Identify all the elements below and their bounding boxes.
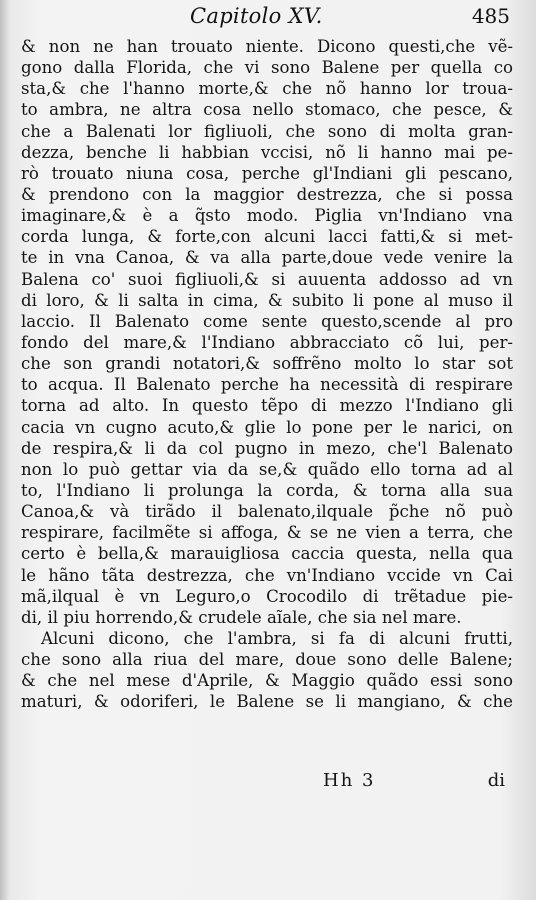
text-line: & non ne han trouato niente. Dicono questi,che vẽ-	[21, 37, 513, 56]
text-line: de respira,& li da col pugno in mezo, che'l Balenato	[21, 438, 513, 458]
text-line: imaginare,& è a q̃sto modo. Piglia vn'Indiano vna	[21, 206, 513, 226]
text-line: Canoa,& và tirãdo il balenato,ilquale p̃che nõ può	[21, 502, 513, 522]
text-line: to acqua. Il Balenato perche ha necessità di respirare	[21, 375, 513, 395]
text-line: maturi, & odoriferi, le Balene se li mangiano, & che	[21, 692, 513, 712]
text-line: di, il piu horrendo,& crudele aĩale, che sia nel mare.	[21, 607, 462, 627]
text-line: dezza, benche li habbian vccisi, nõ li hanno mai pe-	[21, 142, 513, 162]
text-line: che sono alla riua del mare, doue sono delle Balene;	[21, 650, 513, 670]
signature-mark: Hh 3	[323, 770, 376, 791]
text-line: certo è bella,& marauigliosa caccia questa, nella qua	[21, 544, 513, 564]
text-line: to ambra, ne altra cosa nello stomaco, che pesce, &	[21, 100, 513, 120]
text-line: Balena co' suoi figliuoli,& si auuenta addosso ad vn	[21, 269, 513, 289]
text-line: respirare, facilmẽte si affoga, & se ne vien a terra, che	[21, 523, 513, 543]
text-line: torna ad alto. In questo tẽpo di mezzo l'Indiano gli	[21, 396, 513, 416]
text-line: Alcuni dicono, che l'ambra, si fa di alcuni frutti,	[41, 628, 513, 648]
text-line: di loro, & li salta in cima, & subito li pone al muso il	[21, 290, 513, 310]
text-line: gono dalla Florida, che vi sono Balene per quella co	[21, 58, 513, 78]
body-text	[21, 36, 513, 713]
text-line: le hãno tãta destrezza, che vn'Indiano vccide vn Cai	[21, 565, 513, 585]
text-line: che a Balenati lor figliuoli, che sono di molta gran-	[21, 121, 513, 141]
text-line: & prendono con la maggior destrezza, che si possa	[21, 184, 513, 204]
page-footer	[21, 770, 513, 796]
text-line: rò trouato niuna cosa, perche gl'Indiani gli pescano,	[21, 163, 513, 183]
text-line: sta,& che l'hanno morte,& che nõ hanno lor troua-	[21, 79, 513, 99]
text-line: corda lunga, & forte,con alcuni lacci fatti,& si met-	[21, 227, 513, 247]
text-line: mã,ilqual è vn Leguro,o Crocodilo di trẽtadue pie-	[21, 586, 513, 606]
catchword: di	[487, 770, 505, 791]
text-line: laccio. Il Balenato come sente questo,scende al pro	[21, 311, 513, 331]
text-line: te in vna Canoa, & va alla parte,doue vede venire la	[21, 248, 513, 268]
text-line: & che nel mese d'Aprile, & Maggio quãdo essi sono	[21, 671, 513, 691]
text-line: fondo del mare,& l'Indiano abbracciato cõ lui, per-	[21, 332, 513, 352]
text-line: non lo può gettar via da se,& quãdo ello torna ad al	[21, 459, 513, 479]
text-line: cacia vn cugno acuto,& glie lo pone per le narici, on	[21, 417, 513, 437]
running-head	[20, 4, 510, 36]
text-line: to, l'Indiano li prolunga la corda, & torna alla sua	[21, 480, 513, 500]
text-line: che son grandi notatori,& soffrẽno molto lo star sot	[21, 354, 513, 374]
page-number: 485	[471, 4, 510, 28]
chapter-title: Capitolo XV.	[190, 4, 323, 28]
